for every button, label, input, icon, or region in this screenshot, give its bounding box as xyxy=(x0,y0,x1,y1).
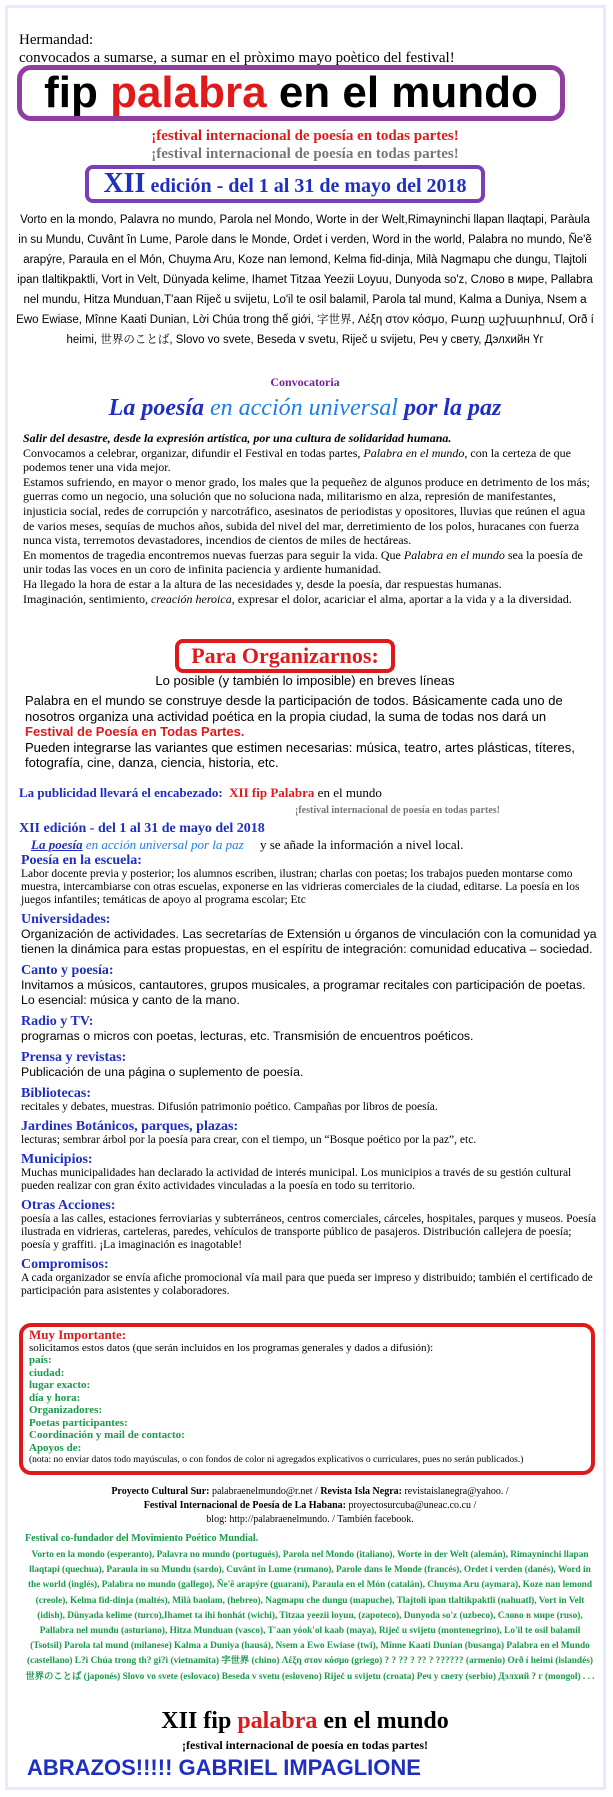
section-jardines xyxy=(21,1119,599,1147)
footer-l1a: Proyecto Cultural Sur: xyxy=(111,1486,210,1497)
importante-note: (nota: no enviar datos todo mayúsculas, o con fondos de color ni agregados explicativos o curriculares, pues no serán publicados.) xyxy=(29,1455,524,1465)
body-p3-c: sea la poesía de unir todas las voces en un coro de infinita paciencia y ardiente humanidad. xyxy=(23,547,583,577)
email-link-2[interactable]: revistaislanegra@yahoo. / xyxy=(404,1486,509,1497)
section-text: Muchas municipalidades han declarado la actividad de interés municipal. Los municipios a través de su gestión cultural pueden realizar con gran éxito actividades vinculadas a la poesía en todo su territorio. xyxy=(21,1167,572,1192)
body-p1-a: Convocamos a celebrar, organizar, difundir el Festival en todas partes, xyxy=(23,445,361,460)
body-p3-b: Palabra en el mundo xyxy=(403,547,505,562)
publicidad-po-b: en acción universal por la paz xyxy=(85,837,244,852)
section-title: Poesía en la escuela: xyxy=(21,853,142,868)
section-text: Labor docente previa y posterior; los alumnos escriben, ilustran; charlas con poetas; los trabajos pueden montarse como muestra, intercambiarse con otras escuelas, exponerse en las vidrieras comerciales de la ciudad, editarse. La poesía en los juegos infantiles; temáticas de apoyo al programa escolar; Etc xyxy=(21,868,580,906)
section-otras xyxy=(21,1198,599,1252)
section-text: Publicación de una página o suplemento de poesía. xyxy=(21,1065,304,1079)
importante-box xyxy=(19,1323,595,1475)
importante-intro: solicitamos estos datos (que serán incluidos en los programas generales y dados a difusión): xyxy=(29,1341,434,1354)
section-canto xyxy=(21,963,599,1008)
section-title: Otras Acciones: xyxy=(21,1198,116,1213)
section-text: lecturas; sembrar árbol por la poesía para crear, con el tiempo, un “Bosque poético por la paz”, etc. xyxy=(21,1134,477,1146)
organizar-title: Para Organizarnos: xyxy=(175,639,395,673)
section-title: Radio y TV: xyxy=(21,1014,94,1029)
section-title: Jardines Botánicos, parques, plazas: xyxy=(21,1119,239,1134)
body-p3-a: En momentos de tragedia encontremos nuevas fuerzas para seguir la vida. Que xyxy=(23,547,401,562)
body-text xyxy=(23,431,595,606)
section-title: Canto y poesía: xyxy=(21,963,114,978)
email-link-1[interactable]: palabraenelmundo@r.net / xyxy=(211,1486,318,1497)
bottom-palabra: palabra xyxy=(237,1708,318,1734)
body-p1-b: Palabra en el mundo xyxy=(363,445,465,460)
footer-line-2 xyxy=(25,1499,595,1513)
body-p4: Ha llegado la hora de estar a la altura de las necesidades y, desde la poesía, dar respuestas humanas. xyxy=(23,576,502,591)
bottom-title xyxy=(5,1708,605,1735)
title-fip: fip xyxy=(44,68,98,117)
main-title xyxy=(17,65,565,121)
body-p5 xyxy=(23,592,595,607)
organizar-t1b: Festival de Poesía en Todas Partes. xyxy=(25,724,245,739)
bottom-rest: en el mundo xyxy=(323,1708,449,1734)
publicidad-po-c: y se añade la información a nivel local. xyxy=(259,837,464,852)
body-p5-b: creación heroica xyxy=(150,591,232,606)
importante-title: Muy Importante: xyxy=(29,1327,127,1342)
footer-l2a: Festival Internacional de Poesía de La Habana: xyxy=(143,1500,346,1511)
edition-xii: XII xyxy=(103,168,146,199)
sections xyxy=(21,853,599,1303)
organizar-text xyxy=(25,693,585,773)
headline-b: en acción universal xyxy=(210,395,398,421)
headline-a: La poesía xyxy=(108,395,204,421)
publicidad-a: La publicidad llevará el encabezado: xyxy=(19,785,223,800)
field-organizadores: Organizadores: xyxy=(29,1404,103,1416)
section-bibliotecas xyxy=(21,1086,599,1114)
festival-cofundador: Festival co-fundador del Movimiento Poético Mundial. xyxy=(25,1533,259,1544)
intro xyxy=(19,31,606,67)
publicidad-b: XII fip xyxy=(229,785,268,800)
organizar-posible: Lo posible (y también lo imposible) en breves líneas xyxy=(155,673,455,688)
body-p1 xyxy=(23,446,595,475)
section-radio xyxy=(21,1014,599,1044)
section-title: Prensa y revistas: xyxy=(21,1050,127,1065)
intro-line-1: Hermandad: xyxy=(19,32,94,48)
publicidad-sub: ¡festival internacional de poesía en todas partes! xyxy=(295,805,500,816)
headline-c: por la paz xyxy=(403,395,502,421)
section-text: programas o micros con poetas, lecturas, etc. Transmisión de encuentros poéticos. xyxy=(21,1029,474,1043)
section-title: Bibliotecas: xyxy=(21,1086,91,1101)
organizar-t2: Pueden integrarse las variantes que estimen necesarias: música, teatro, artes plásticas, títeres, fotografía, cine, danza, ciencia, historia, etc. xyxy=(25,739,575,770)
section-universidades xyxy=(21,912,599,957)
field-ciudad: ciudad: xyxy=(29,1366,65,1379)
headline xyxy=(5,395,605,422)
field-dia-hora: día y hora: xyxy=(29,1391,81,1404)
section-title: Compromisos: xyxy=(21,1257,109,1272)
body-lead: Salir del desastre, desde la expresión artística, por una cultura de solidaridad humana. xyxy=(23,431,452,445)
section-text: A cada organizador se envía afiche promocional vía mail para que pueda ser impreso y distribuido; también el certificado de participación para asistentes y colaboradores. xyxy=(21,1272,593,1297)
publicidad-po-a: La poesía xyxy=(31,837,83,852)
section-title: Municipios: xyxy=(21,1152,93,1167)
field-lugar: lugar exacto: xyxy=(29,1379,91,1391)
footer-l1c: Revista Isla Negra: xyxy=(320,1486,402,1497)
body-p5-c: , expresar el dolor, acariciar el alma, aportar a la vida y a la diversidad. xyxy=(231,591,572,606)
body-p1-c: , con la certeza de que podemos tener una vida mejor. xyxy=(23,445,571,475)
abrazos-signature: ABRAZOS!!!!! GABRIEL IMPAGLIONE xyxy=(27,1755,421,1780)
section-municipios xyxy=(21,1152,599,1193)
blog-link[interactable]: blog: http://palabraenelmundo. / También facebook. xyxy=(206,1514,414,1525)
section-compromisos xyxy=(21,1257,599,1298)
subtitle-gray: ¡festival internacional de poesía en todas partes! xyxy=(151,146,459,162)
field-coordinacion: Coordinación y mail de contacto: xyxy=(29,1429,185,1441)
section-text: poesía a las calles, estaciones ferroviarias y subterráneos, centros comerciales, cárceles, hospitales, parques y museos. Poesía ilustrada en vidrieras, carteleras, paredes, vehículos de transporte público de pasajeros. Distribución callejera de poesía; poesía y graffiti. ¡La imaginación es inagotable! xyxy=(21,1213,597,1251)
section-prensa xyxy=(21,1050,599,1080)
publicidad-edition: XII edición - del 1 al 31 de mayo del 2018 xyxy=(19,821,265,836)
email-link-3[interactable]: proyectosurcuba@uneac.co.cu / xyxy=(348,1500,477,1511)
field-poetas: Poetas participantes: xyxy=(29,1416,128,1429)
section-title: Universidades: xyxy=(21,912,111,927)
section-text: Invitamos a músicos, cantautores, grupos musicales, a programar recitales con participación de poetas. Lo esencial: música y canto de la mano. xyxy=(21,978,586,1007)
title-palabra: palabra xyxy=(110,68,267,117)
footer-line-1 xyxy=(25,1485,595,1499)
subtitles xyxy=(5,127,605,163)
page-frame xyxy=(5,5,606,1790)
subtitle-red: ¡festival internacional de poesía en todas partes! xyxy=(151,128,459,144)
convocatoria-label: Convocatoria xyxy=(270,375,340,389)
section-text: recitales y debates, muestras. Difusión patrimonio poético. Campañas por libros de poesía. xyxy=(21,1101,438,1113)
publicidad-d: en el mundo xyxy=(317,785,382,800)
intro-line-2: convocados a sumarse, a sumar en el pròximo mayo poètico del festival! xyxy=(19,50,455,66)
languages-list: Vorto en la mondo, Palavra no mundo, Parola nel Mondo, Worte in der Welt,Rimayninchi llapan llaqtapi, Paràula in su Mundu, Cuvânt în Lume, Parole dans le Monde, Ordet i verden, Word in the world, Palabra no mundo, Ñe'ẽ arapýre, Paraula en el Món, Chuyma Aru, Koze nan lemond, Kelma fid-dinja, Milà Nagmapu che dungu, Tlajtoli ipan tlaltikpaktli, Vort in Velt, Dünyada kelime, Ihamet Titzaa Yeezii Loyuu, Dunyoda so'z, Слово в мире, Pallabra nel mundu, Hitza Munduan,T'aan Riječ u svijetu, Lo'il te osil balamil, Parola tal mund, Kalma a Duniya, Nsem a Ewo Ewiase, Mînne Kaati Dunian, Lời Chúa trong thế giới, 字世界, Λέξη στον κόσμο, Բառը աշխարհում, Orð í heimi, 世界のことば, Slovo vo svete, Beseda v svetu, Riječ u svijetu, Реч у свету, Дэлхийн Үг xyxy=(16,214,594,346)
body-p5-a: Imaginación, sentimiento, xyxy=(23,591,148,606)
edition-box xyxy=(85,165,485,203)
publicidad-poesia-line xyxy=(31,837,591,853)
footer-contacts xyxy=(25,1485,595,1527)
edition-dates: edición - del 1 al 31 de mayo del 2018 xyxy=(150,175,467,197)
body-p2: Estamos sufriendo, en mayor o menor grado, los males que la pequeñez de algunos produce en detrimento de los más; guerras como un negocio, una solución que no soluciona nada, militarismo en alza, represión de manifestantes, injusticia social, redes de corrupción y narcotráfico, asesinatos de periodistas y opositores, lluvias que reúnen el agua de varios meses, sequías de muchos años, subida del nivel del mar, derretimiento de los polos, huracanes con fuerza nunca vista, terremotos devastadores, incendios de cientos de miles de hectáreas. xyxy=(23,474,590,548)
body-p3 xyxy=(23,548,595,577)
section-text: Organización de actividades. Las secretarías de Extensión u órganos de vinculación con la comunidad ya tienen la dinámica para estas propuestas, en el espíritu de integración: comunidad educativa – sociedad. xyxy=(21,927,597,956)
bottom-xii: XII fip xyxy=(161,1708,232,1734)
bottom-subtitle: ¡festival internacional de poesía en todas partes! xyxy=(182,1738,428,1752)
organizar-t1: Palabra en el mundo se construye desde la participación de todos. Básicamente cada uno de nosotros organiza una actividad poética en la propia ciudad, la suma de todas nos dará un xyxy=(25,693,563,724)
publicidad-line xyxy=(19,785,599,801)
publicidad-c: Palabra xyxy=(270,785,315,800)
field-apoyos: Apoyos de: xyxy=(29,1441,82,1454)
festival-languages-list: Vorto en la mondo (esperanto), Palavra no mundo (portugués), Parola nel Mondo (italiano), Worte in der Welt (alemán), Rimayninchi llapan llaqtapi (quechua), Paraula in su Mundu (sardo), Cuvânt în Lume (rumano), Parole dans le Monde (francés), Ordet i verden (danés), Word in the world (inglés), Palabra no mundo (gallego), Ñe'ẽ arapýre (guaraní), Paraula en el Món (catalán), Chuyma Aru (aymara), Koze nan lemond (creole), Kelma fid-dinja (maltés), Milà baolam, (hebreo), Nagmapu che dungu (mapuche), Tlajtoli ipan tlaltikpaktli (nahuatl), Vort in Velt (idish), Dünyada kelime (turco),Ihamet ta ihi honhát (wichi), Titzaa yeezii loyuu, (zapoteco), Dunyoda so'z (uzbeco), Слово в мире (ruso), Pallabra nel mundu (asturiano), Hitza Munduan (vasco), T'aan yóok'ol kaab (maya), Riječ u svijetu (montenegrino), Lo'il te osil balamil (Tsotsil) Parola tal mund (milanese) Kalma a Duniya (hausá), Nsem a Ewo Ewiase (twi), Mînne Kaati Dunian (busanga) Palabra en el Mundo (castellano) L?i Chúa trong th? gi?i (vietnamita) 字世界 (chino) Λέξη στον κόσμο (griego) ? ? ?? ? ?? ? ?????? (armenio) Orð í heimi (islandés) 世界のことば (japonés) Slovo vo svete (eslovaco) Beseda v svetu (esloveno) Riječ u svijetu (croata) Реч у свету (serbio) Дэлхий ? г (mongol) . . . xyxy=(25,1550,595,1682)
field-pais: país: xyxy=(29,1354,52,1366)
title-mundo: en el mundo xyxy=(278,68,538,117)
section-escuela xyxy=(21,853,599,907)
